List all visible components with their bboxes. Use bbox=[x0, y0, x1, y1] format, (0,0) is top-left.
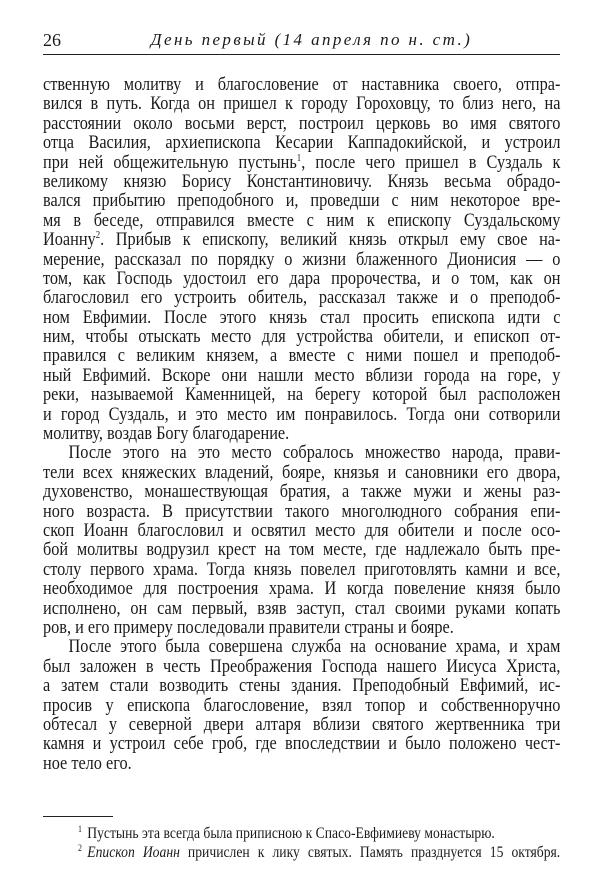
footnote-number: 1 bbox=[78, 824, 82, 834]
text-line: мерение, рассказал по порядку о жизни блаженного Дионисия — о bbox=[43, 249, 561, 270]
text-line: а затем стали возводить стены здания. Преподобный Евфимий, ис- bbox=[43, 676, 561, 697]
text-line: был заложен в честь Преображения Господа нашего Иисуса Христа, bbox=[43, 656, 561, 677]
line-text: при ней общежительную пустынь bbox=[43, 152, 297, 173]
footnote-divider bbox=[43, 816, 113, 817]
text-line: тели всех княжеских владений, бояре, князья и сановники его двора, bbox=[43, 462, 561, 483]
footnote-text: Пустынь эта всегда была приписною к Спасо-Евфимиеву монастырю. bbox=[87, 825, 495, 842]
line-text: , после чего пришел в Суздаль к bbox=[301, 152, 561, 173]
text-line: мя в беседе, отправился вместе с ним к епископу Суздальскому bbox=[43, 210, 561, 231]
text-line: камня и устроил себе гроб, где впоследствии и было положено чест- bbox=[43, 734, 561, 755]
text-line: том, как Господь удостоил его дара пророчества, и о том, как он bbox=[43, 268, 561, 289]
text-line: После этого на это место собралось множество народа, прави- bbox=[68, 443, 561, 464]
text-line: столу первого храма. Тогда князь повелел приготовлять камни и все, bbox=[43, 559, 561, 580]
text-line: духовенство, монашествующая братия, а также мужи и жены раз- bbox=[43, 482, 561, 503]
text-line: ный Евфимий. Вскоре они нашли место вблизи города на горе, у bbox=[43, 365, 561, 386]
text-line: благословил его устроить обитель, рассказал также и о преподоб- bbox=[43, 288, 561, 309]
running-head-title: День первый (14 апреля по н. ст.) bbox=[150, 30, 473, 49]
footnote-ref[interactable]: 2 bbox=[95, 230, 101, 242]
text-line: великому князю Борису Константиновичу. Князь весьма обрадо- bbox=[43, 171, 561, 192]
text-line: бой молитвы водрузил крест на том месте, где надлежало быть пре- bbox=[43, 540, 561, 561]
footnotes bbox=[78, 824, 560, 862]
text-line: После этого была совершена служба на основание храма, и храм bbox=[68, 637, 561, 658]
text-line: ного возраста. В присутствии такого многолюдного собрания епи- bbox=[43, 501, 561, 522]
text-line: необходимое для построения храма. И когда повеление князя было bbox=[43, 579, 561, 600]
text-line: ное тело его. bbox=[43, 753, 132, 774]
body-text bbox=[43, 76, 560, 774]
text-line: отца Василия, архиепископа Кесарии Каппадокийской, и устроил bbox=[43, 133, 561, 154]
paragraph bbox=[43, 76, 560, 444]
footnote-ref[interactable]: 1 bbox=[296, 152, 302, 164]
text-line: ственную молитву и благословение от наставника своего, отпра- bbox=[43, 75, 561, 95]
text-line bbox=[43, 231, 560, 250]
text-line: ном Евфимии. После этого князь стал просить епископа идти с bbox=[43, 307, 561, 328]
text-line: обтесал у северной двери алтаря вблизи святого жертвенника три bbox=[43, 714, 561, 735]
footnote-number: 2 bbox=[78, 843, 82, 853]
text-line: вался прибытию преподобного и, проведши с ним некоторое вре- bbox=[43, 191, 561, 212]
running-header bbox=[43, 28, 560, 55]
paragraph bbox=[43, 444, 560, 638]
line-text: Иоанну bbox=[43, 230, 96, 251]
text-line bbox=[43, 154, 560, 173]
text-line: реки, называемой Каменницей, на берегу которой был расположен bbox=[43, 385, 561, 406]
footnote-text: причислен к лику святых. Память празднуется 15 октября. bbox=[179, 844, 561, 861]
text-line: исполнено, он сам первый, взяв заступ, стал своими руками копать bbox=[43, 598, 561, 619]
text-line: ним, чтобы отыскать место для устройства обители, и епископ от- bbox=[43, 327, 561, 348]
footnote-italic-term: Епископ Иоанн bbox=[87, 844, 180, 861]
text-line: ров, и его примеру последовали правители страны и бояре. bbox=[43, 617, 454, 638]
text-line: правился с великим князем, а вместе с ними пошел и преподоб- bbox=[43, 346, 561, 367]
text-line: расстоянии около восьми верст, построил церковь во имя святого bbox=[43, 113, 561, 134]
page-number: 26 bbox=[43, 30, 61, 50]
line-text: . Прибыв к епископу, великий князь открыл ему свое на- bbox=[100, 230, 561, 251]
footnote-2 bbox=[78, 843, 560, 862]
text-line: просив у епископа благословение, взял топор и собственноручно bbox=[43, 695, 561, 716]
text-line: и город Суздаль, и это место им понравилось. Тогда они сотворили bbox=[43, 404, 561, 425]
text-line: скоп Иоанн благословил и освятил место для обители и после осо- bbox=[43, 520, 561, 541]
paragraph bbox=[43, 638, 560, 774]
text-line: молитву, воздав Богу благодарение. bbox=[43, 424, 290, 445]
text-line: вился в путь. Когда он пришел к городу Гороховцу, то близ него, на bbox=[43, 94, 561, 115]
footnote-1 bbox=[78, 824, 560, 843]
